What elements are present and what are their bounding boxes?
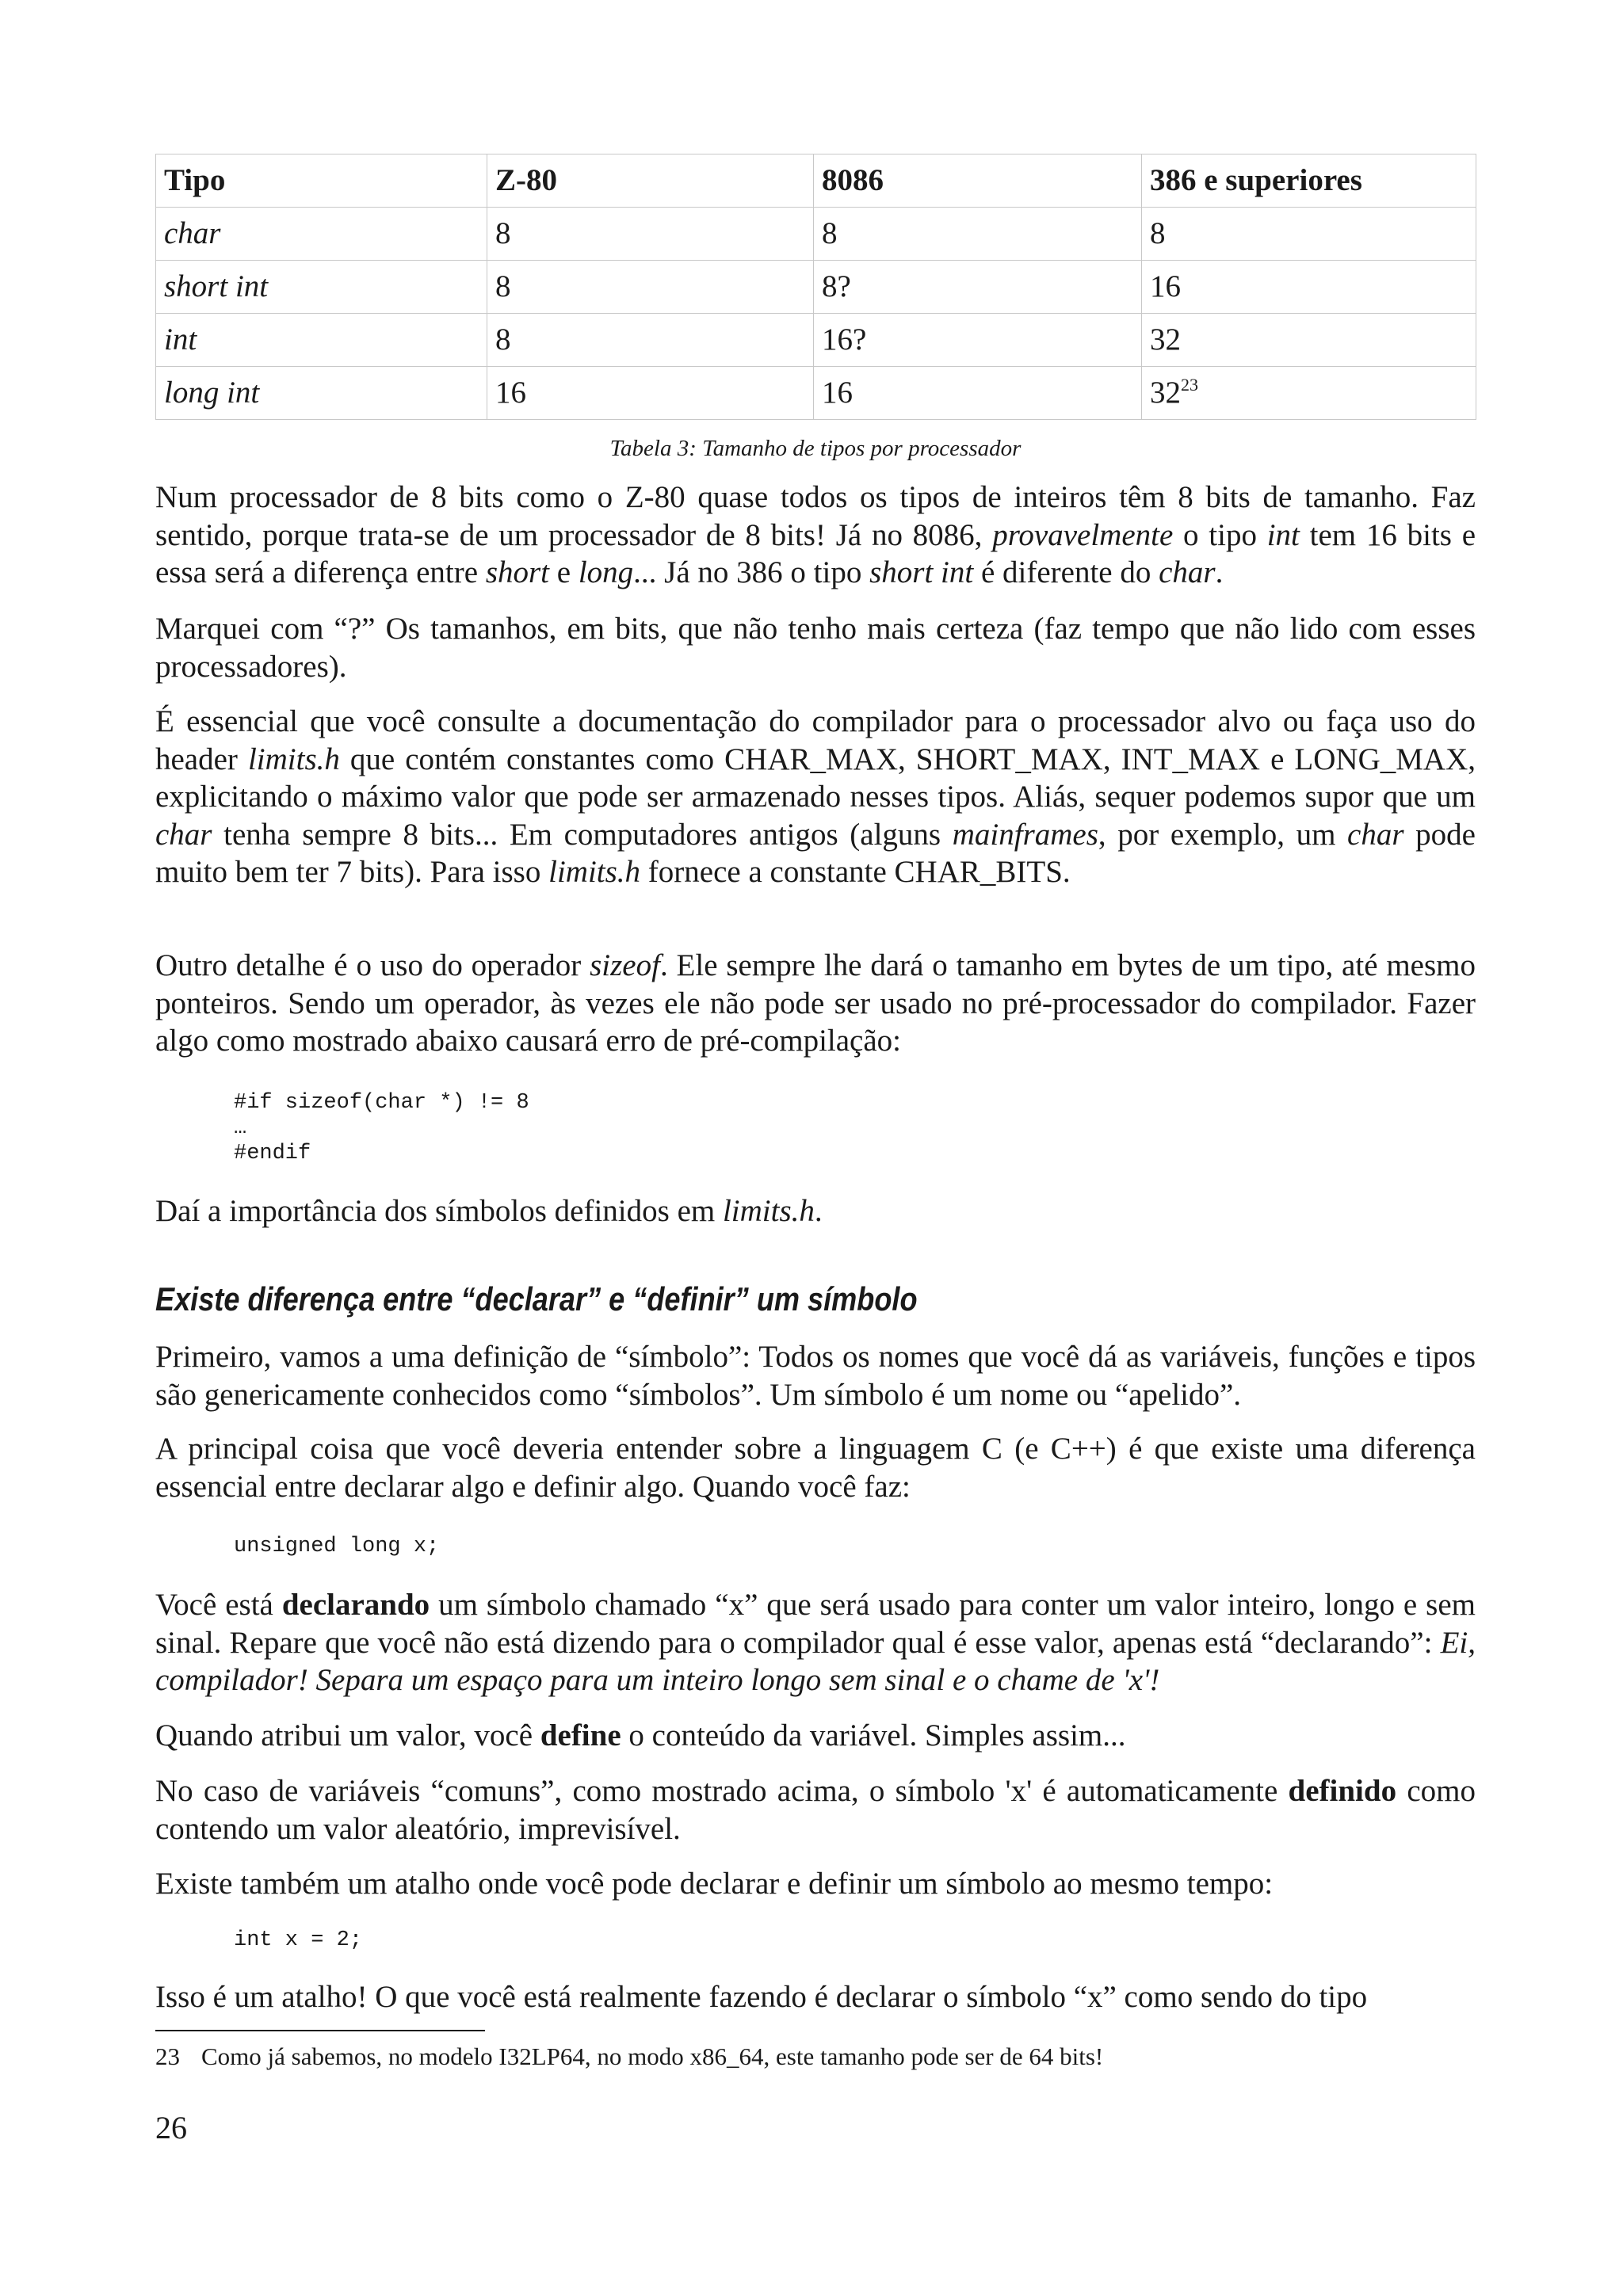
body-paragraph: Primeiro, vamos a uma definição de “símbolo”: Todos os nomes que você dá as variáveis, funções e tipos são genericamente conhecidos como “símbolos”. Um símbolo é um nome ou “apelido”. (155, 1340, 1476, 1412)
table-cell: 8 (487, 208, 814, 261)
table-cell: 16 (1142, 261, 1476, 314)
body-paragraph: Daí a importância dos símbolos definidos em limits.h. (155, 1194, 823, 1228)
table-cell: 32 (1142, 314, 1476, 367)
body-paragraph: A principal coisa que você deveria entender sobre a linguagem C (e C++) é que existe uma diferença essencial entre declarar algo e definir algo. Quando você faz: (155, 1432, 1476, 1504)
table-header-row (156, 154, 1476, 208)
body-paragraph: Você está declarando um símbolo chamado “x” que será usado para conter um valor inteiro, longo e sem sinal. Repare que você não está dizendo para o compilador qual é esse valor, apenas está “declarando”: Ei, compilador! Separa um espaço para um inteiro longo sem sinal e o chame de 'x'! (155, 1588, 1476, 1697)
body-paragraph: Outro detalhe é o uso do operador sizeof. Ele sempre lhe dará o tamanho em bytes de um tipo, até mesmo ponteiros. Sendo um operador, às vezes ele não pode ser usado no pré-processador do compilador. Fazer algo como mostrado abaixo causará erro de pré-compilação: (155, 948, 1476, 1058)
footnote-text: Como já sabemos, no modelo I32LP64, no modo x86_64, este tamanho pode ser de 64 bits! (201, 2042, 1104, 2070)
body-paragraph: No caso de variáveis “comuns”, como mostrado acima, o símbolo 'x' é automaticamente definido como contendo um valor aleatório, imprevisível. (155, 1774, 1476, 1846)
table-header-cell: Z-80 (487, 154, 814, 208)
body-paragraph: Marquei com “?” Os tamanhos, em bits, que não tenho mais certeza (faz tempo que não lido com esses processadores). (155, 612, 1476, 684)
table-cell-type: int (156, 314, 487, 367)
table-row (156, 367, 1476, 420)
body-paragraph: É essencial que você consulte a documentação do compilador para o processador alvo ou faça uso do header limits.h que contém constantes como CHAR_MAX, SHORT_MAX, INT_MAX e LONG_MAX, explicitando o máximo valor que pode ser armazenado nesses tipos. Aliás, sequer podemos supor que um char tenha sempre 8 bits... Em computadores antigos (alguns mainframes, por exemplo, um char pode muito bem ter 7 bits). Para isso limits.h fornece a constante CHAR_BITS. (155, 704, 1476, 889)
code-block: #if sizeof(char *) != 8 … #endif (234, 1091, 529, 1165)
table-row (156, 208, 1476, 261)
table-cell-type: short int (156, 261, 487, 314)
table-row (156, 261, 1476, 314)
table-row (156, 314, 1476, 367)
table-cell: 8 (1142, 208, 1476, 261)
table-cell: 8 (487, 261, 814, 314)
table-header-cell: 386 e superiores (1142, 154, 1476, 208)
table-cell: 16 (487, 367, 814, 420)
footnote-reference[interactable]: 23 (1181, 375, 1198, 395)
table-cell: 8 (814, 208, 1142, 261)
table-cell: 16 (814, 367, 1142, 420)
table-cell: 8? (814, 261, 1142, 314)
table-header-cell: Tipo (156, 154, 487, 208)
body-paragraph: Isso é um atalho! O que você está realmente fazendo é declarar o símbolo “x” como sendo do tipo (155, 1980, 1368, 2014)
table-cell: 16? (814, 314, 1142, 367)
footnote-separator (155, 2030, 485, 2031)
code-block: unsigned long x; (234, 1535, 440, 1558)
body-paragraph: Num processador de 8 bits como o Z-80 quase todos os tipos de inteiros têm 8 bits de tamanho. Faz sentido, porque trata-se de um processador de 8 bits! Já no 8086, provavelmente o tipo int tem 16 bits e essa será a diferença entre short e long... Já no 386 o tipo short int é diferente do char. (155, 480, 1476, 589)
section-heading: Existe diferença entre “declarar” e “definir” um símbolo (155, 1280, 918, 1318)
footnote-number: 23 (155, 2042, 180, 2070)
table-cell-type: long int (156, 367, 487, 420)
body-paragraph: Quando atribui um valor, você define o conteúdo da variável. Simples assim... (155, 1718, 1126, 1753)
table-cell: 8 (487, 314, 814, 367)
page-number: 26 (155, 2110, 187, 2145)
type-size-table (155, 154, 1476, 420)
table-header-cell: 8086 (814, 154, 1142, 208)
body-paragraph: Existe também um atalho onde você pode declarar e definir um símbolo ao mesmo tempo: (155, 1867, 1274, 1901)
table-cell-type: char (156, 208, 487, 261)
table-caption: Tabela 3: Tamanho de tipos por processador (609, 436, 1022, 461)
code-block: int x = 2; (234, 1928, 363, 1952)
table-cell-value: 32 (1150, 376, 1181, 410)
footnote (155, 2041, 1103, 2073)
table-cell (1142, 367, 1476, 420)
